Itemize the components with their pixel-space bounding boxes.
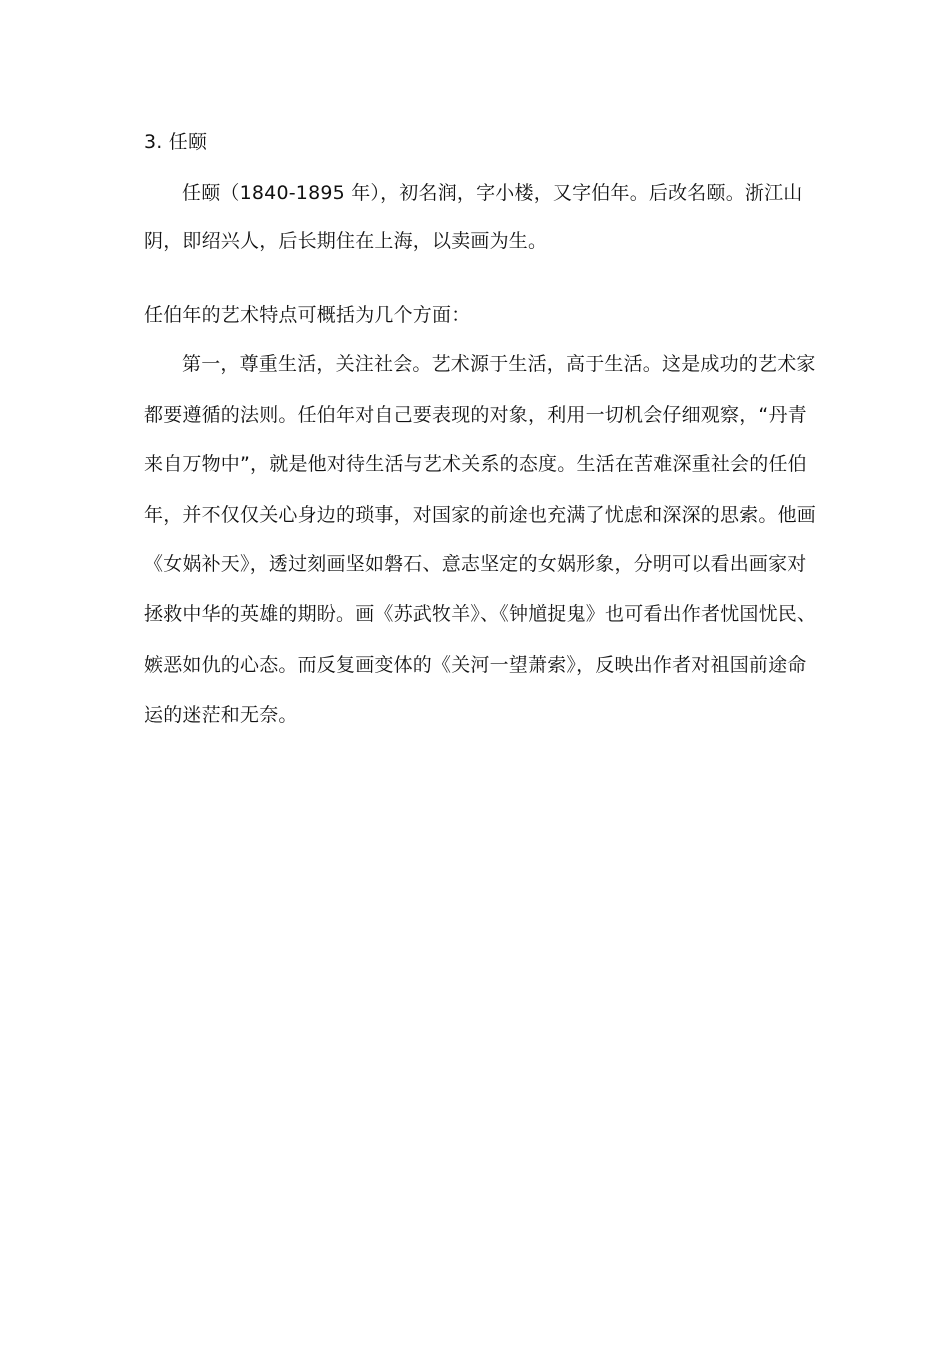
point-one-line: 拯救中华的英雄的期盼。画《苏武牧羊》、《钟馗捉鬼》也可看出作者忧国忧民、 <box>144 603 817 625</box>
point-one-line: 来自万物中”，就是他对待生活与艺术关系的态度。生活在苦难深重社会的任伯 <box>144 453 807 475</box>
intro-paragraph-line: 任颐（1840-1895 年），初名润，字小楼，又字伯年。后改名颐。浙江山 <box>182 182 803 204</box>
intro-paragraph-line: 阴，即绍兴人，后长期住在上海，以卖画为生。 <box>144 230 548 252</box>
section-heading: 3. 任颐 <box>144 131 208 153</box>
point-one-line: 嫉恶如仇的心态。而反复画变体的《关河一望萧索》，反映出作者对祖国前途命 <box>144 654 807 676</box>
point-one-line: 《女娲补天》，透过刻画坚如磐石、意志坚定的女娲形象，分明可以看出画家对 <box>144 553 807 575</box>
point-one-line: 都要遵循的法则。任伯年对自己要表现的对象，利用一切机会仔细观察，“丹青 <box>144 404 807 426</box>
point-one-line: 运的迷茫和无奈。 <box>144 704 298 726</box>
section-title: 任伯年的艺术特点可概括为几个方面： <box>144 304 471 326</box>
point-one-line: 年，并不仅仅关心身边的琐事，对国家的前途也充满了忧虑和深深的思索。他画 <box>144 504 817 526</box>
point-one-line: 第一，尊重生活，关注社会。艺术源于生活，高于生活。这是成功的艺术家 <box>182 353 816 375</box>
